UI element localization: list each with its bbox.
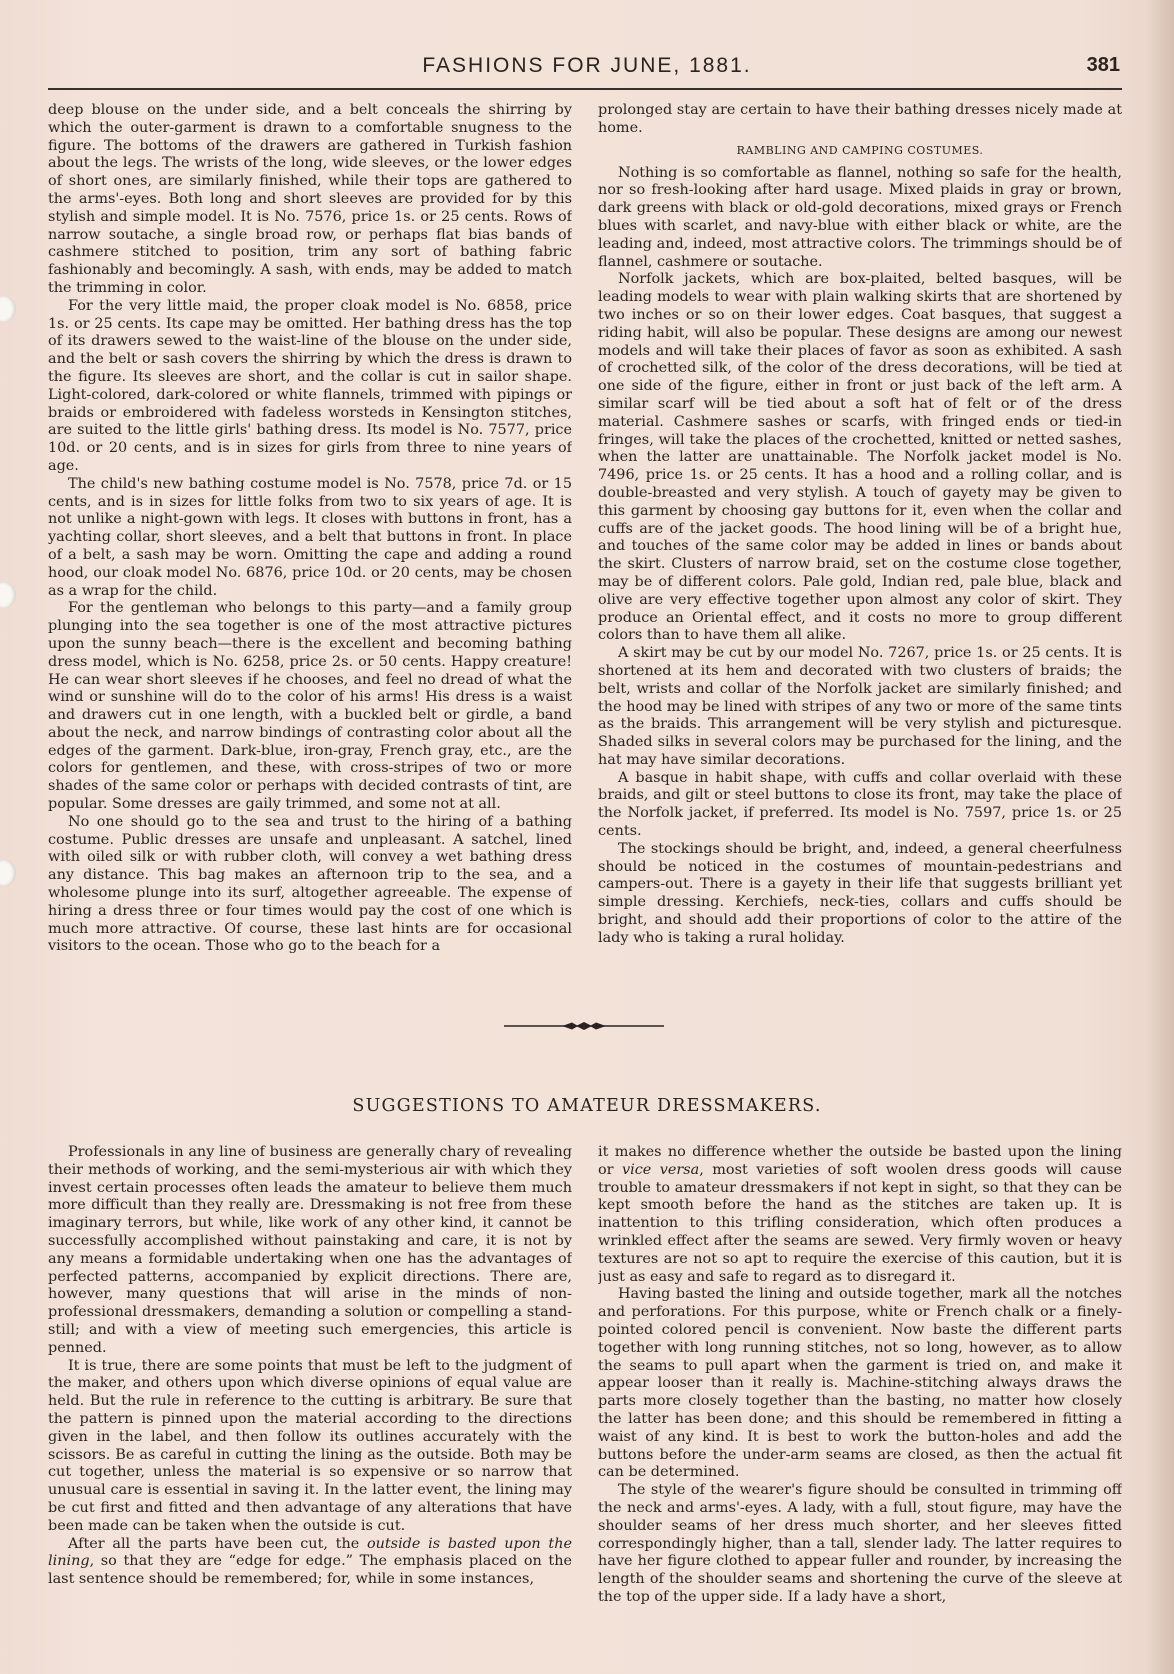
subheading: RAMBLING AND CAMPING COSTUMES. [736,143,984,157]
paragraph: deep blouse on the under side, and a belt conceals the shirring by which the outer-garment is drawn to a comfortable snugness to the figure. The bottoms of the drawers are gathered in Turkish fashion about the legs. The wrists of the long, wide sleeves, or the lower edges of short ones, are similarly finished, while their tops are gathered to the arms'-eyes. Both long and short sleeves are provided for by this stylish and simple model. It is No. 7576, price 1s. or 25 cents. Rows of narrow soutache, a single broad row, or perhaps flat bias bands of cashmere stitched to position, trim any sort of bathing fabric fashionably and becomingly. A sash, with ends, may be added to match the trimming in color. [48,102,572,296]
paragraph: Nothing is so comfortable as flannel, nothing so safe for the health, nor so fresh-looking after hard usage. Mixed plaids in gray or brown, dark greens with black or old-gold decorations, mixed grays or French blues with scarlet, and navy-blue with either black or white, are the leading and, indeed, most attractive colors. The trimmings should be of flannel, cashmere or soutache. [598,164,1122,270]
punch-hole [0,582,16,608]
paragraph: The style of the wearer's figure should be consulted in trimming off the neck and arms'-eyes. A lady, with a full, stout figure, may have the shoulder seams of her dress much shorter, and her sleeves fitted correspondingly higher, than a tall, slender lady. The latter requires to have her figure clothed to appear fuller and rounder, by increasing the length of the shoulder seams and shortening the curve of the sleeve at the top of the upper side. If a lady have a short, [598,1482,1122,1605]
italic-emphasis: vice versa [622,1161,700,1178]
bottom-right-column [598,1144,1122,1654]
paragraph: A basque in habit shape, with cuffs and collar overlaid with these braids, and gilt or steel buttons to close its front, may take the place of the Norfolk jacket, if preferred. Its model is No. 7597, price 1s. or 25 cents. [598,769,1122,840]
bottom-article [48,1144,1122,1654]
paragraph: The stockings should be bright, and, indeed, a general cheerfulness should be noticed in the costumes of mountain-pedestrians and campers-out. There is a gayety in their life that suggests brilliant yet simple dressing. Kerchiefs, neck-ties, collars and cuffs should be bright, and should add their proportions of color to the attire of the lady who is taking a rural holiday. [598,840,1122,946]
paragraph: For the very little maid, the proper cloak model is No. 6858, price 1s. or 25 cents. Its cape may be omitted. Her bathing dress has the top of its drawers sewed to the waist-line of the blouse on the under side, and the belt or sash covers the shirring by which the dress is drawn to the figure. Its sleeves are short, and the collar is cut in sailor shape. Light-colored, dark-colored or white flannels, trimmed with pipings or braids or embroidered with fadeless worsteds in Kensington stitches, are suited to the little girls' bathing dress. Its model is No. 7577, price 10d. or 20 cents, and is in sizes for girls from three to nine years of age. [48,297,572,474]
punch-hole [0,296,16,322]
paragraph [48,1536,572,1589]
bottom-left-column [48,1144,572,1654]
top-article [48,102,1122,978]
text-run: it makes no difference whether the outside be basted upon the lining or [598,1144,1122,1178]
text-run: , so that they are “edge for edge.” The emphasis placed on the last sentence should be remembered; for, while in some instances, [48,1553,572,1588]
paragraph: Professionals in any line of business are generally chary of revealing their methods of working, and the semi-mysterious air with which they invest certain processes often leads the amateur to believe them much more difficult than they really are. Dressmaking is not free from these imaginary terrors, but while, like work of any other kind, it cannot be successfully accomplished without painstaking and care, it is not by any means a formidable undertaking when one has the advantages of perfected patterns, accompanied by explicit directions. There are, however, many questions that will arise in the minds of non-professional dressmakers, demanding a solution or compelling a stand-still; and with a view of meeting such emergencies, this article is penned. [48,1144,572,1356]
running-title: FASHIONS FOR JUNE, 1881. [422,54,752,77]
paragraph: Norfolk jackets, which are box-plaited, belted basques, will be leading models to wear with plain walking skirts that are shortened by two inches or so on their lower edges. Coat basques, that suggest a riding habit, will also be popular. These designs are among our newest models and will take their places of favor as soon as exhibited. A sash of crochetted silk, of the color of the dress decorations, will be tied at one side of the figure, either in front or just back of the left arm. A similar scarf will be tied about a soft hat of felt or of the dress material. Cashmere sashes or scarfs, with fringed ends or tied-in fringes, will take the places of the crochetted, knitted or netted sashes, when the latter are unattainable. The Norfolk jacket model is No. 7496, price 1s. or 25 cents. It has a hood and a rolling collar, and is double-breasted and very stylish. A touch of gayety may be given to this garment by choosing gay buttons for it, even when the collar and cuffs are of the jacket goods. The hood lining will be of a bright hue, and touches of the same color may be added in lines or bands about the skirt. Clusters of narrow braid, set on the costume close together, may be of different colors. Pale gold, Indian red, pale blue, black and olive are very effective together upon almost any color of skirt. They produce an Oriental effect, and it costs no more to group different colors than to have them all alike. [598,271,1122,644]
italic-emphasis: outside is basted upon the lining [48,1535,572,1570]
punch-hole [0,860,16,886]
paragraph: No one should go to the sea and trust to the hiring of a bathing costume. Public dresses are unsafe and unpleasant. A satchel, lined with oiled silk or with rubber cloth, will convey a wet bathing dress any distance. This bag makes an afternoon trip to the sea, and a wholesome plunge into its surf, altogether agreeable. The expense of hiring a dress three or four times would pay the cost of one which is much more attractive. Of course, these last hints are for occasional visitors to the ocean. Those who go to the beach for a [48,813,572,955]
top-right-column [598,102,1122,978]
page-number: 381 [1086,54,1120,76]
section-divider-ornament [504,1018,664,1034]
top-left-column [48,102,572,978]
paragraph: A skirt may be cut by our model No. 7267, price 1s. or 25 cents. It is shortened at its hem and decorated with two clusters of braids; the belt, wrists and collar of the Norfolk jacket are similarly finished; and the hood may be lined with stripes of any two or more of the same tints as the braids. This arrangement will be very stylish and picturesque. Shaded silks in several colors may be purchased for the lining, and the hat may have similar decorations. [598,645,1122,768]
paragraph [598,1144,1122,1286]
section-title: SUGGESTIONS TO AMATEUR DRESSMAKERS. [352,1096,822,1116]
paragraph: The child's new bathing costume model is No. 7578, price 7d. or 15 cents, and is in sizes for little folks from two to six years of age. It is not unlike a night-gown with legs. It closes with buttons in front, has a yachting collar, short sleeves, and a belt that buttons in front. In place of a belt, a sash may be worn. Omitting the cape and adding a round hood, our cloak model No. 6876, price 10d. or 20 cents, may be chosen as a wrap for the child. [48,475,572,599]
header-rule [48,88,1122,90]
paragraph: Having basted the lining and outside together, mark all the notches and perforations. For this purpose, white or French chalk or a finely-pointed colored pencil is convenient. Now baste the different parts together with long running stitches, not so long, however, as to allow the seams to pull apart when the garment is tried on, and make it appear looser than it really is. Machine-stitching always draws the parts more closely together than the basting, no matter how closely the latter has been done; and this should be remembered in fitting a waist of any kind. It is best to work the button-holes and add the buttons before the under-arm seams are closed, as then the actual fit can be determined. [598,1286,1122,1481]
page-edge-shadow [1146,0,1174,1674]
paragraph: For the gentleman who belongs to this party—and a family group plunging into the sea together is one of the most attractive pictures upon the sunny beach—there is the excellent and becoming bathing dress model, which is No. 6258, price 2s. or 50 cents. Happy creature! He can wear short sleeves if he chooses, and feel no dread of what the wind or sunshine will do to the color of his arms! His dress is a waist and drawers cut in one length, with a buckled belt or girdle, a band about the neck, and narrow bindings of contrasting color about all the edges of the garment. Dark-blue, iron-gray, French gray, etc., are the colors for gentlemen, and these, with cross-stripes of two or more shades of the same color or perhaps with decided contrasts of tint, are popular. Some dresses are gaily trimmed, and some not at all. [48,600,572,813]
paragraph: prolonged stay are certain to have their bathing dresses nicely made at home. [598,102,1122,136]
paragraph: It is true, there are some points that must be left to the judgment of the maker, and others upon which diverse opinions of equal value are held. But the rule in reference to the cutting is arbitrary. Be sure that the pattern is pinned upon the material according to the directions given in the label, and then follow its outlines accurately with the scissors. Be as careful in cutting the lining as the outside. Both may be cut together, unless the material is so expensive or so narrow that unusual care is essential in saving it. In the latter event, the lining may be cut first and fitted and then advantage of any alterations that have been made can be taken when the outside is cut. [48,1357,572,1534]
text-run: After all the parts have been cut, the [68,1535,367,1552]
text-run: , most varieties of soft woolen dress goods will cause trouble to amateur dressmakers if not kept in sight, so that they can be kept smooth before the hand as the stitches are taken up. It is inattention to this trifling consideration, which often produces a wrinkled effect after the seams are sewed. Very firmly woven or heavy textures are not so apt to require the exercise of this caution, but it is just as easy and safe to regard as to disregard it. [598,1161,1122,1285]
page-header [48,54,1126,88]
